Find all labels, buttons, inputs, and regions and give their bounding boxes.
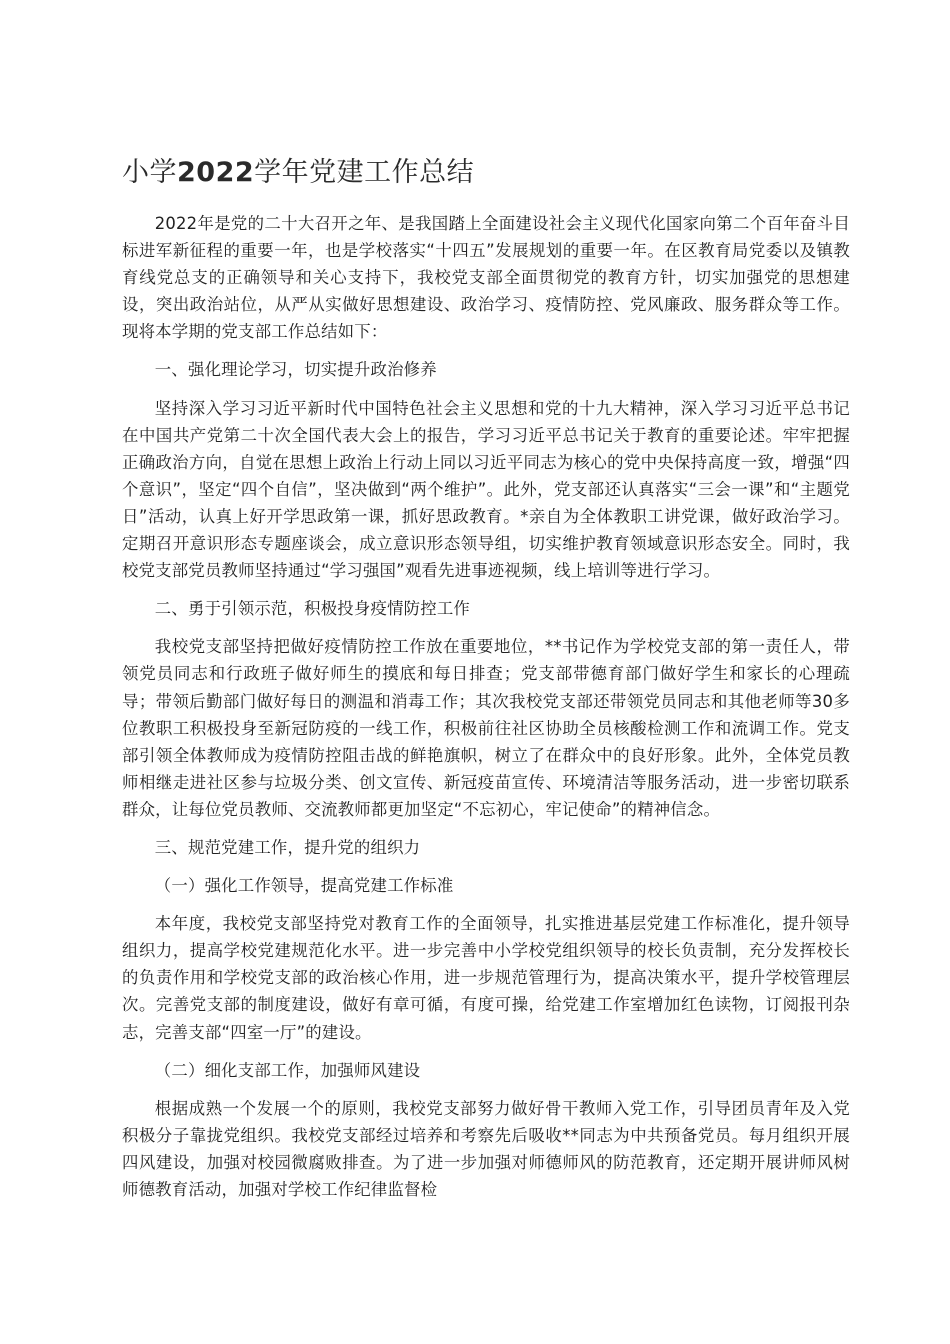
title-suffix: 学年党建工作总结 bbox=[254, 157, 475, 188]
section-2-paragraph: 我校党支部坚持把做好疫情防控工作放在重要地位，**书记作为学校党支部的第一责任人，带领党员同志和行政班子做好师生的摸底和每日排查；党支部带德育部门做好学生和家长的心理疏导；带领后勤部门做好每日的测温和消毒工作；其次我校党支部还带领党员同志和其他老师等30多位教职工积极投身至新冠防疫的一线工作，积极前往社区协助全员核酸检测工作和流调工作。党支部引领全体教师成为疫情防控阻击战的鲜艳旗帜，树立了在群众中的良好形象。此外，全体党员教师相继走进社区参与垃圾分类、创文宣传、新冠疫苗宣传、环境清洁等服务活动，进一步密切联系群众，让每位党员教师、交流教师都更加坚定“不忘初心，牢记使命”的精神信念。 bbox=[122, 637, 850, 819]
section-heading-3: 三、规范党建工作，提升党的组织力 bbox=[154, 837, 421, 857]
section-heading-2: 二、勇于引领示范，积极投身疫情防控工作 bbox=[154, 599, 471, 619]
subsection-heading-3-2: （二）细化支部工作，加强师风建设 bbox=[154, 1060, 421, 1080]
subsection-heading-3-1: （一）强化工作领导，提高党建工作标准 bbox=[154, 876, 454, 896]
subsection-3-2-paragraph: 根据成熟一个发展一个的原则，我校党支部努力做好骨干教师入党工作，引导团员青年及入党积极分子靠拢党组织。我校党支部经过培养和考察先后吸收**同志为中共预备党员。每月组织开展四风建设，加强对校园微腐败排查。为了进一步加强对师德师风的防范教育，还定期开展讲师风树师德教育活动，加强对学校工作纪律监督检 bbox=[122, 1098, 850, 1199]
intro-paragraph: 2022年是党的二十大召开之年、是我国踏上全面建设社会主义现代化国家向第二个百年奋斗目标进军新征程的重要一年，也是学校落实“十四五”发展规划的重要一年。在区教育局党委以及镇教育线党总支的正确领导和关心支持下，我校党支部全面贯彻党的教育方针，切实加强党的思想建设，突出政治站位，从严从实做好思想建设、政治学习、疫情防控、党风廉政、服务群众等工作。现将本学期的党支部工作总结如下： bbox=[122, 214, 850, 342]
subsection-3-1-paragraph: 本年度，我校党支部坚持党对教育工作的全面领导，扎实推进基层党建工作标准化，提升领导组织力，提高学校党建规范化水平。进一步完善中小学校党组织领导的校长负责制，充分发挥校长的负责作用和学校党支部的政治核心作用，进一步规范管理行为，提高决策水平，提升学校管理层次。完善党支部的制度建设，做好有章可循，有度可操，给党建工作室增加红色读物，订阅报刊杂志，完善支部“四室一厅”的建设。 bbox=[122, 914, 850, 1042]
document-page bbox=[122, 150, 850, 1214]
title-year: 2022 bbox=[177, 157, 255, 188]
section-heading-1: 一、强化理论学习，切实提升政治修养 bbox=[154, 360, 437, 380]
title-prefix: 小学 bbox=[122, 157, 177, 188]
page-title bbox=[122, 150, 850, 196]
section-1-paragraph: 坚持深入学习习近平新时代中国特色社会主义思想和党的十九大精神，深入学习习近平总书记在中国共产党第二十次全国代表大会上的报告，学习习近平总书记关于教育的重要论述。牢牢把握正确政治方向，自觉在思想上政治上行动上同以习近平同志为核心的党中央保持高度一致，增强“四个意识”，坚定“四个自信”，坚决做到“两个维护”。此外，党支部还认真落实“三会一课”和“主题党日”活动，认真上好开学思政第一课，抓好思政教育。*亲自为全体教职工讲党课，做好政治学习。定期召开意识形态专题座谈会，成立意识形态领导组，切实维护教育领域意识形态安全。同时，我校党支部党员教师坚持通过“学习强国”观看先进事迹视频，线上培训等进行学习。 bbox=[122, 398, 850, 581]
